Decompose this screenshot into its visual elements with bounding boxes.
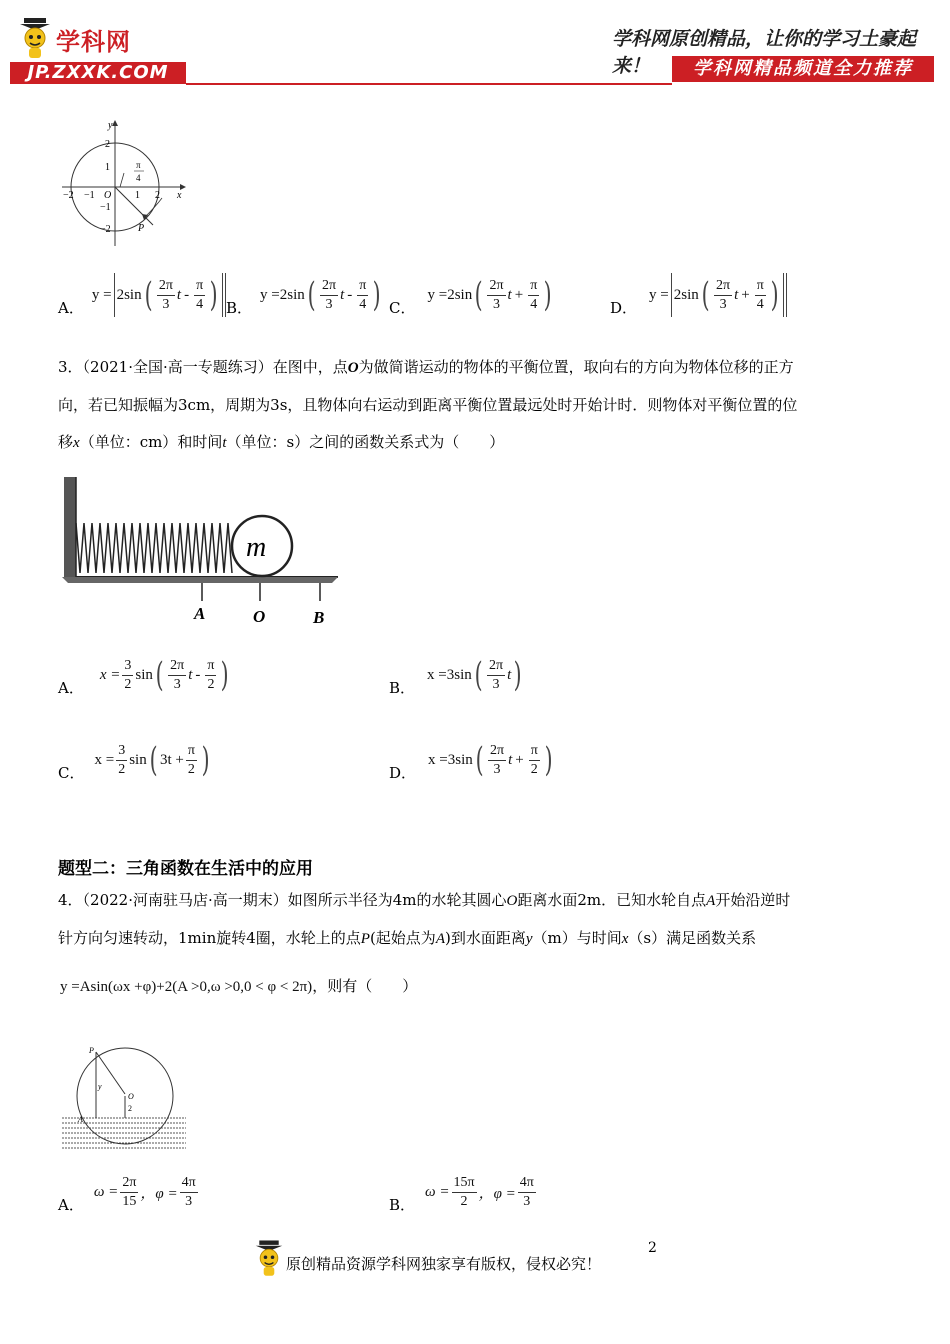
q2-option-b[interactable]: B． y =2sin ( $\frac{2\pi}{3}$ t - $\frac{\pi}{4}$ )	[226, 275, 381, 317]
option-letter: C．	[389, 298, 416, 317]
q3-option-a[interactable]: A． x = $\frac{3}{2}$ sin ( $\frac{2\pi}{3}$ t - $\frac{\pi}{2}$ )	[58, 655, 230, 697]
q2-axis-x-label: x	[177, 190, 182, 201]
option-letter: B．	[226, 298, 253, 317]
q2-b-prefix: y =2sin	[260, 286, 305, 303]
option-letter: B．	[389, 1195, 416, 1214]
q2-unit-circle-figure	[58, 118, 188, 250]
q4-fig-P: P	[89, 1046, 94, 1055]
q4-formula-tail: ，则有（ ）	[312, 977, 418, 995]
q2-point-label: P	[138, 223, 145, 234]
q3-option-d[interactable]: D． x =3sin ( $\frac{2\pi}{3}$ t + $\frac{\pi}{2}$ )	[389, 740, 553, 782]
option-letter: B．	[389, 678, 416, 697]
q4-water-wheel-figure	[60, 1040, 190, 1155]
q4-fig-h: 2	[128, 1104, 132, 1113]
q2-a-coef: 2sin	[116, 286, 142, 303]
q2-tick-y: 1	[105, 162, 110, 173]
logo-text: 学科网	[56, 28, 131, 56]
q2-option-c[interactable]: C． y =2sin ( $\frac{2\pi}{3}$ t + $\frac{\pi}{4}$ )	[389, 275, 552, 317]
q2-option-a[interactable]: A． y = 2sin ( $\frac{2\pi}{3}$ t - $\frac{\pi}{4}$ )	[58, 270, 228, 320]
q3-stem-line-1: 3．（2021·全国·高一专题练习）在图中，点O为做简谐运动的物体的平衡位置，取向右的方向为物体位移的正方	[58, 358, 794, 376]
q3-spring-figure	[62, 475, 342, 630]
q4-fig-A: A	[78, 1115, 83, 1124]
label-A: A	[194, 604, 206, 623]
option-letter: A．	[58, 1195, 84, 1214]
header-rule	[186, 83, 672, 85]
label-B: B	[313, 608, 325, 627]
label-O: O	[253, 607, 266, 626]
q4-stem-line-1: 4．（2022·河南驻马店·高一期末）如图所示半径为4m的水轮其圆心O距离水面2m．已知水轮自点A开始沿逆时	[58, 891, 791, 909]
q2-angle-den: 4	[136, 173, 141, 183]
logo-url[interactable]: JP.ZXXK.COM	[10, 62, 186, 84]
q4-formula: y =Asin(ωx +φ)+2(A >0,ω >0,0 < φ < 2π)	[60, 979, 313, 995]
option-letter: D．	[610, 298, 638, 317]
q2-tick-x: 1	[135, 190, 140, 201]
page-number: 2	[648, 1240, 657, 1256]
section-title: 题型二：三角函数在生活中的应用	[58, 859, 313, 879]
q2-tick-y: −1	[100, 202, 111, 213]
q4-option-b[interactable]: B． ω = $\frac{15\pi}{2}$ ，φ = $\frac{4\pi}{3}$	[389, 1174, 534, 1214]
option-letter: A．	[58, 678, 84, 697]
q4-fig-O: O	[128, 1092, 134, 1101]
q2-a-prefix: y =	[91, 286, 112, 303]
header	[0, 0, 950, 95]
q4-option-a[interactable]: A． ω = $\frac{2\pi}{15}$ ，φ = $\frac{4\pi}{3}$	[58, 1174, 196, 1214]
q2-tick-x: −2	[63, 190, 74, 201]
option-letter: C．	[58, 763, 85, 782]
q2-tick-y: −2	[100, 224, 111, 235]
header-banner: 学科网精品频道全力推荐	[672, 56, 934, 82]
mass-label: m	[246, 532, 267, 563]
mascot-icon	[18, 18, 52, 60]
q3-stem-line-2: 向，若已知振幅为3cm，周期为3s，且物体向右运动到距离平衡位置最远处时开始计时．则物体对平衡位置的位	[58, 396, 798, 414]
q4-stem-line-2: 针方向匀速转动，1min旋转4圈，水轮上的点P(起始点为A)到水面距离y（m）与时间x（s）满足函数关系	[58, 929, 757, 947]
header-slogan: 学科网原创精品，让你的学习土豪起来！	[612, 28, 917, 77]
q3-stem-line-3: 移x（单位：cm）和时间t（单位：s）之间的函数关系式为（ ）	[58, 433, 505, 451]
spring-coil	[76, 523, 232, 573]
q2-origin-label: O	[104, 190, 112, 201]
footer-text: 原创精品资源学科网独家享有版权，侵权必究！	[286, 1255, 602, 1273]
q2-tick-x: −1	[84, 190, 95, 201]
q2-d-prefix: y =	[649, 286, 669, 303]
footer	[250, 1240, 670, 1280]
q2-axis-y-label: y	[108, 120, 113, 131]
option-letter: D．	[389, 763, 417, 782]
q3-option-b[interactable]: B． x =3sin ( $\frac{2\pi}{3}$ t )	[389, 655, 522, 697]
q4-stem	[58, 882, 894, 958]
q2-angle-num: π	[136, 160, 141, 170]
q2-option-d[interactable]: D． y = 2sin ( $\frac{2\pi}{3}$ t + $\frac{\pi}{4}$ )	[610, 270, 789, 320]
q2-c-prefix: y =2sin	[427, 286, 473, 303]
q2-tick-x: 2	[155, 190, 160, 201]
footer-mascot-icon	[254, 1240, 284, 1278]
q3-stem	[58, 349, 894, 462]
q2-tick-y: 2	[105, 139, 110, 150]
q2-d-coef: 2sin	[673, 286, 699, 303]
q3-option-c[interactable]: C． x = $\frac{3}{2}$ sin ( 3t + $\frac{\pi}{2}$ )	[58, 740, 210, 782]
option-letter: A．	[58, 298, 84, 317]
q4-formula-line	[60, 975, 417, 996]
q4-fig-y: y	[98, 1082, 102, 1091]
